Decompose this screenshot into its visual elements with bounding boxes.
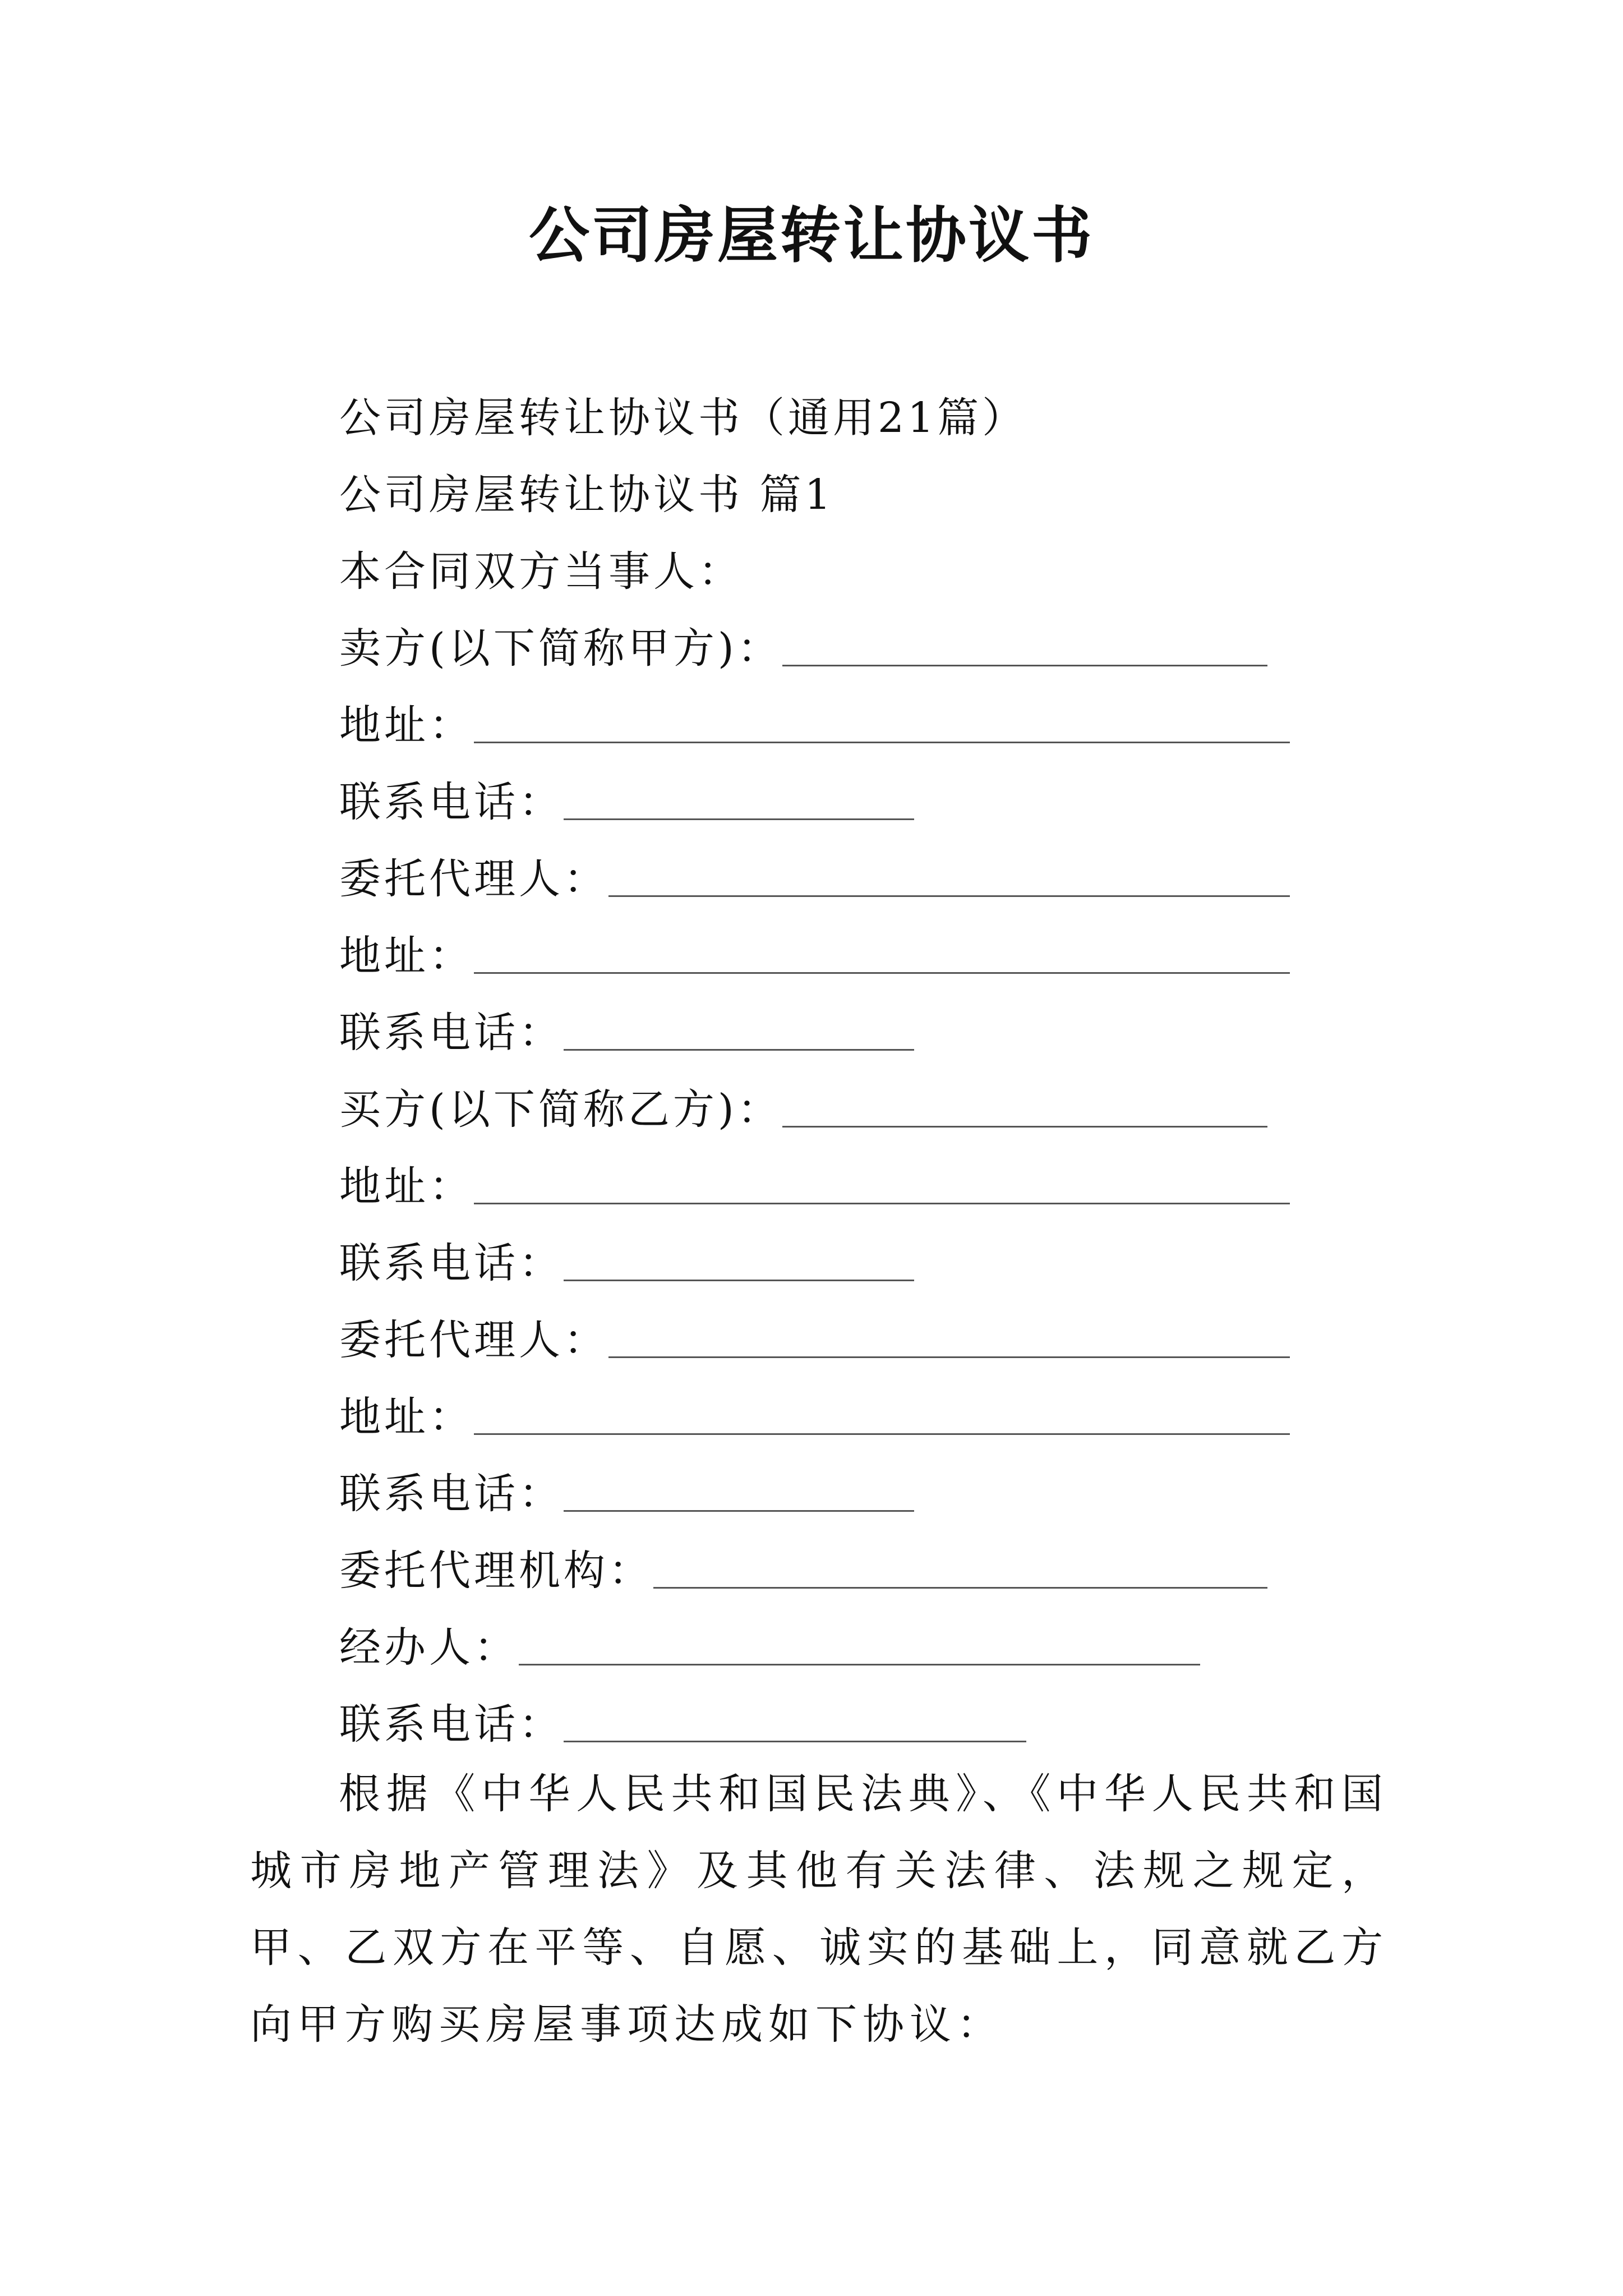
field-blank-seller[interactable]	[782, 618, 1267, 666]
field-blank-buyer-agent[interactable]	[608, 1309, 1290, 1358]
field-label-buyer-agent-address: 地址：	[339, 1393, 474, 1441]
field-label-buyer-phone: 联系电话：	[339, 1239, 564, 1287]
field-row-buyer-address	[339, 1156, 1290, 1217]
field-row-seller-agent	[339, 848, 1290, 910]
field-blank-handler-phone[interactable]	[564, 1694, 1026, 1742]
document-heading: 公司房屋转让协议书（通用21篇）	[339, 394, 1027, 442]
field-label-seller: 卖方(以下简称甲方)：	[339, 624, 782, 673]
field-blank-seller-address[interactable]	[474, 694, 1290, 743]
field-label-buyer: 买方(以下简称乙方)：	[339, 1085, 782, 1134]
field-blank-buyer-agent-phone[interactable]	[564, 1463, 914, 1512]
field-row-buyer-agent-address	[339, 1386, 1290, 1448]
field-row-handler	[339, 1617, 1200, 1678]
field-label-buyer-agent-phone: 联系电话：	[339, 1470, 564, 1518]
field-row-buyer-agent	[339, 1309, 1290, 1371]
field-label-handler-phone: 联系电话：	[339, 1700, 564, 1749]
field-row-seller	[339, 618, 1267, 679]
field-row-seller-phone	[339, 771, 914, 833]
field-label-seller-agent: 委托代理人：	[339, 855, 608, 903]
field-blank-buyer-address[interactable]	[474, 1156, 1290, 1204]
field-row-buyer-agent-phone	[339, 1463, 914, 1525]
field-blank-buyer-phone[interactable]	[564, 1232, 914, 1281]
field-blank-buyer-agent-address[interactable]	[474, 1386, 1290, 1435]
field-label-seller-address: 地址：	[339, 701, 474, 749]
field-blank-handler[interactable]	[519, 1617, 1200, 1665]
section-heading: 公司房屋转让协议书 篇1	[339, 471, 834, 519]
field-blank-agency[interactable]	[653, 1540, 1267, 1589]
field-blank-seller-phone[interactable]	[564, 771, 914, 820]
field-row-seller-agent-phone	[339, 1002, 914, 1064]
field-row-handler-phone	[339, 1694, 1026, 1755]
field-label-seller-phone: 联系电话：	[339, 778, 564, 826]
field-blank-seller-agent-address[interactable]	[474, 925, 1290, 974]
field-label-handler: 经办人：	[339, 1623, 519, 1672]
field-row-seller-agent-address	[339, 925, 1290, 987]
agreement-paragraph: 根据《中华人民共和国民法典》、《中华人民共和国城市房地产管理法》及其他有关法律、法规之规定，甲、乙双方在平等、自愿、诚实的基础上，同意就乙方向甲方购买房屋事项达成如下协议：	[250, 1770, 1389, 2049]
document-title: 公司房屋转让协议书	[528, 200, 1094, 271]
field-row-seller-address	[339, 694, 1290, 756]
field-label-buyer-agent: 委托代理人：	[339, 1316, 608, 1364]
field-label-seller-agent-address: 地址：	[339, 932, 474, 980]
field-row-buyer	[339, 1079, 1267, 1140]
parties-intro: 本合同双方当事人：	[339, 547, 743, 596]
field-blank-buyer[interactable]	[782, 1079, 1267, 1128]
field-row-agency	[339, 1540, 1267, 1602]
field-label-seller-agent-phone: 联系电话：	[339, 1009, 564, 1057]
field-row-buyer-phone	[339, 1232, 914, 1294]
field-label-buyer-address: 地址：	[339, 1162, 474, 1211]
field-blank-seller-agent-phone[interactable]	[564, 1002, 914, 1051]
field-label-agency: 委托代理机构：	[339, 1547, 653, 1595]
field-blank-seller-agent[interactable]	[608, 848, 1290, 897]
